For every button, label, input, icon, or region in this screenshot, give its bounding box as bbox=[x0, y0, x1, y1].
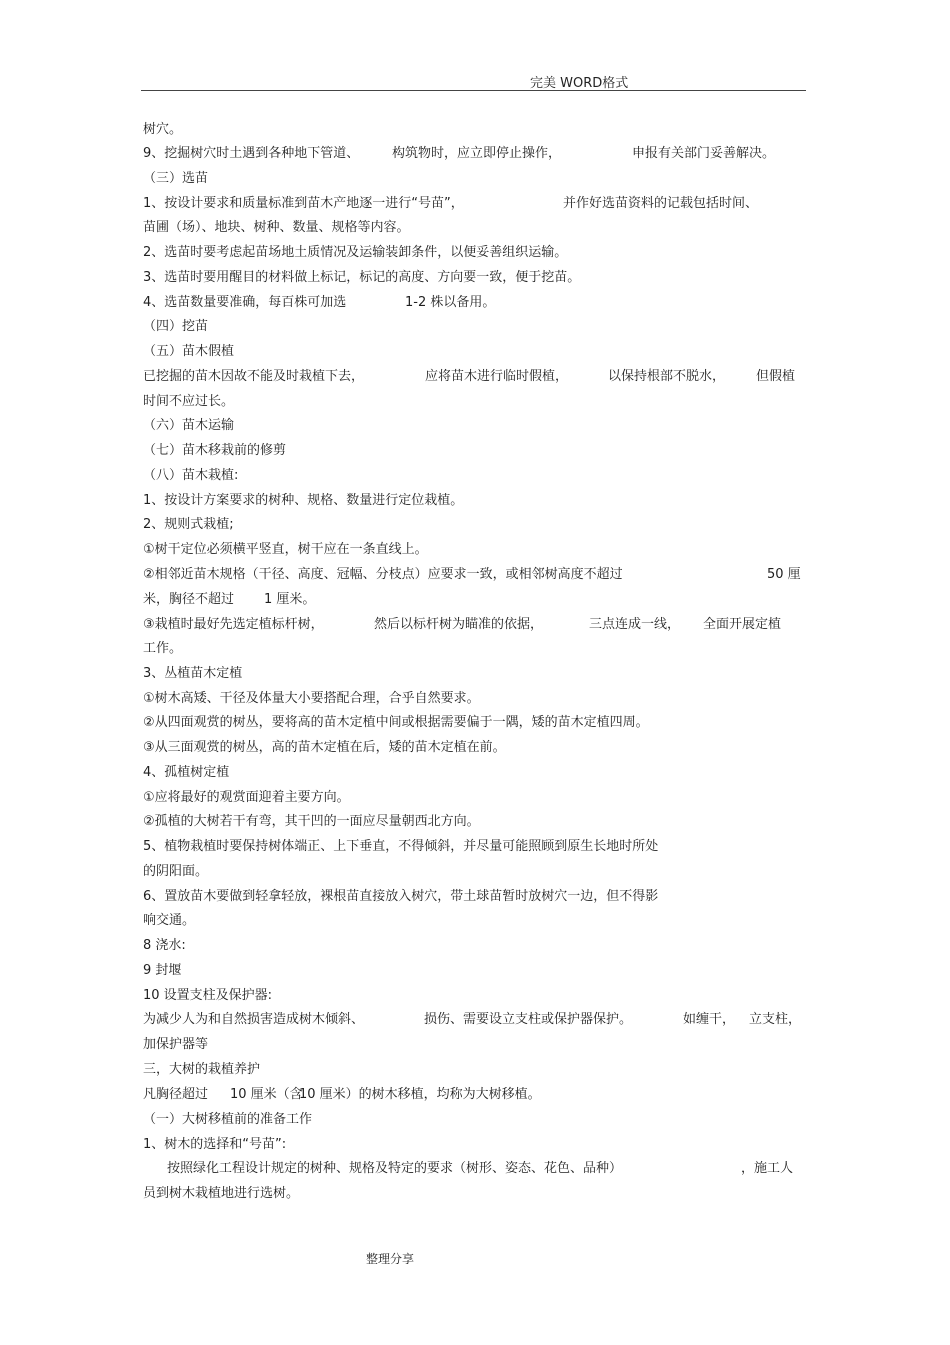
text-segment: 时间不应过长。 bbox=[143, 394, 235, 409]
text-segment: 9 封堰 bbox=[143, 963, 182, 978]
text-segment: 1、树木的选择和“号苗”: bbox=[143, 1137, 287, 1152]
text-segment: 三，大树的栽植养护 bbox=[143, 1062, 261, 1077]
text-segment: 4、孤植树定植 bbox=[143, 765, 230, 780]
text-segment: 然后以标杆树为瞄准的依据， bbox=[374, 617, 544, 632]
text-segment: ①树干定位必须横平竖直，树干应在一条直线上。 bbox=[143, 542, 428, 557]
text-segment: 已挖掘的苗木因故不能及时栽植下去， bbox=[143, 369, 365, 384]
text-segment: 9、挖掘树穴时土遇到各种地下管道、 bbox=[143, 146, 360, 161]
header-rule bbox=[141, 90, 806, 91]
text-segment: 1、按设计方案要求的树种、规格、数量进行定位栽植。 bbox=[143, 493, 464, 508]
text-segment: （八）苗木栽植: bbox=[143, 468, 239, 483]
text-segment: 加保护器等 bbox=[143, 1037, 209, 1052]
text-segment: 1 厘米。 bbox=[264, 592, 316, 607]
text-segment: 3、选苗时要用醒目的材料做上标记，标记的高度、方向要一致，便于挖苗。 bbox=[143, 270, 581, 285]
text-segment: 为减少人为和自然损害造成树木倾斜、 bbox=[143, 1012, 365, 1027]
text-segment: 三点连成一线， bbox=[589, 617, 681, 632]
text-segment: 1-2 株以备用。 bbox=[405, 295, 496, 310]
text-segment: （三）选苗 bbox=[143, 171, 209, 186]
page-header: 完美 WORD格式 bbox=[530, 76, 629, 91]
text-segment: 苗圃（场）、地块、树种、数量、规格等内容。 bbox=[143, 220, 410, 235]
text-segment: ①树木高矮、干径及体量大小要搭配合理，合乎自然要求。 bbox=[143, 691, 480, 706]
text-segment: 1、按设计要求和质量标准到苗木产地逐一进行“号苗”， bbox=[143, 196, 464, 211]
text-segment: （五）苗木假植 bbox=[143, 344, 235, 359]
text-segment: 树穴。 bbox=[143, 122, 183, 137]
text-segment: 6、置放苗木要做到轻拿轻放，裸根苗直接放入树穴，带土球苗暂时放树穴一边，但不得影 bbox=[143, 889, 659, 904]
text-segment: 如缠干， bbox=[683, 1012, 736, 1027]
text-segment: 2、规则式栽植; bbox=[143, 517, 234, 532]
text-segment: ③栽植时最好先选定植标杆树， bbox=[143, 617, 324, 632]
text-segment: 工作。 bbox=[143, 641, 183, 656]
text-segment: ，施工人 bbox=[741, 1161, 794, 1176]
text-segment: 的阴阳面。 bbox=[143, 864, 209, 879]
text-segment: 申报有关部门妥善解决。 bbox=[632, 146, 776, 161]
text-segment: 10 厘米（含 bbox=[230, 1087, 303, 1102]
text-segment: 5、植物栽植时要保持树体端正、上下垂直，不得倾斜，并尽量可能照顾到原生长地时所处 bbox=[143, 839, 659, 854]
text-segment: ②相邻近苗木规格（干径、高度、冠幅、分枝点）应要求一致，或相邻树高度不超过 bbox=[143, 567, 623, 582]
text-segment: 米，胸径不超过 bbox=[143, 592, 235, 607]
text-segment: 按照绿化工程设计规定的树种、规格及特定的要求（树形、姿态、花色、品种） bbox=[167, 1161, 623, 1176]
text-segment: ②孤植的大树若干有弯，其干凹的一面应尽量朝西北方向。 bbox=[143, 814, 480, 829]
text-segment: 4、选苗数量要准确，每百株可加选 bbox=[143, 295, 347, 310]
text-segment: 构筑物时，应立即停止操作， bbox=[392, 146, 562, 161]
text-segment: 以保持根部不脱水， bbox=[608, 369, 726, 384]
text-segment: 2、选苗时要考虑起苗场地土质情况及运输装卸条件，以便妥善组织运输。 bbox=[143, 245, 568, 260]
text-segment: 3、丛植苗木定植 bbox=[143, 666, 243, 681]
text-segment: 损伤、需要设立支柱或保护器保护。 bbox=[424, 1012, 633, 1027]
text-segment: 并作好选苗资料的记载包括时间、 bbox=[563, 196, 759, 211]
text-segment: 员到树木栽植地进行选树。 bbox=[143, 1186, 300, 1201]
text-segment: 响交通。 bbox=[143, 913, 196, 928]
text-segment: 10 设置支柱及保护器: bbox=[143, 988, 273, 1003]
text-segment: 应将苗木进行临时假植， bbox=[425, 369, 569, 384]
text-segment: （一）大树移植前的准备工作 bbox=[143, 1112, 313, 1127]
text-segment: 8 浇水: bbox=[143, 938, 186, 953]
text-segment: ①应将最好的观赏面迎着主要方向。 bbox=[143, 790, 350, 805]
text-segment: 立支柱， bbox=[749, 1012, 802, 1027]
text-segment: （六）苗木运输 bbox=[143, 418, 235, 433]
text-segment: ②从四面观赏的树丛，要将高的苗木定植中间或根据需要偏于一隅，矮的苗木定植四周。 bbox=[143, 715, 649, 730]
text-segment: 10 厘米）的树木移植，均称为大树移植。 bbox=[299, 1087, 541, 1102]
text-segment: （七）苗木移栽前的修剪 bbox=[143, 443, 287, 458]
text-segment: 50 厘 bbox=[767, 567, 801, 582]
text-segment: 但假植 bbox=[756, 369, 796, 384]
text-segment: 凡胸径超过 bbox=[143, 1087, 209, 1102]
text-segment: （四）挖苗 bbox=[143, 319, 209, 334]
text-segment: 全面开展定植 bbox=[703, 617, 782, 632]
text-segment: ③从三面观赏的树丛，高的苗木定植在后，矮的苗木定植在前。 bbox=[143, 740, 506, 755]
page-footer: 整理分享 bbox=[366, 1252, 415, 1266]
